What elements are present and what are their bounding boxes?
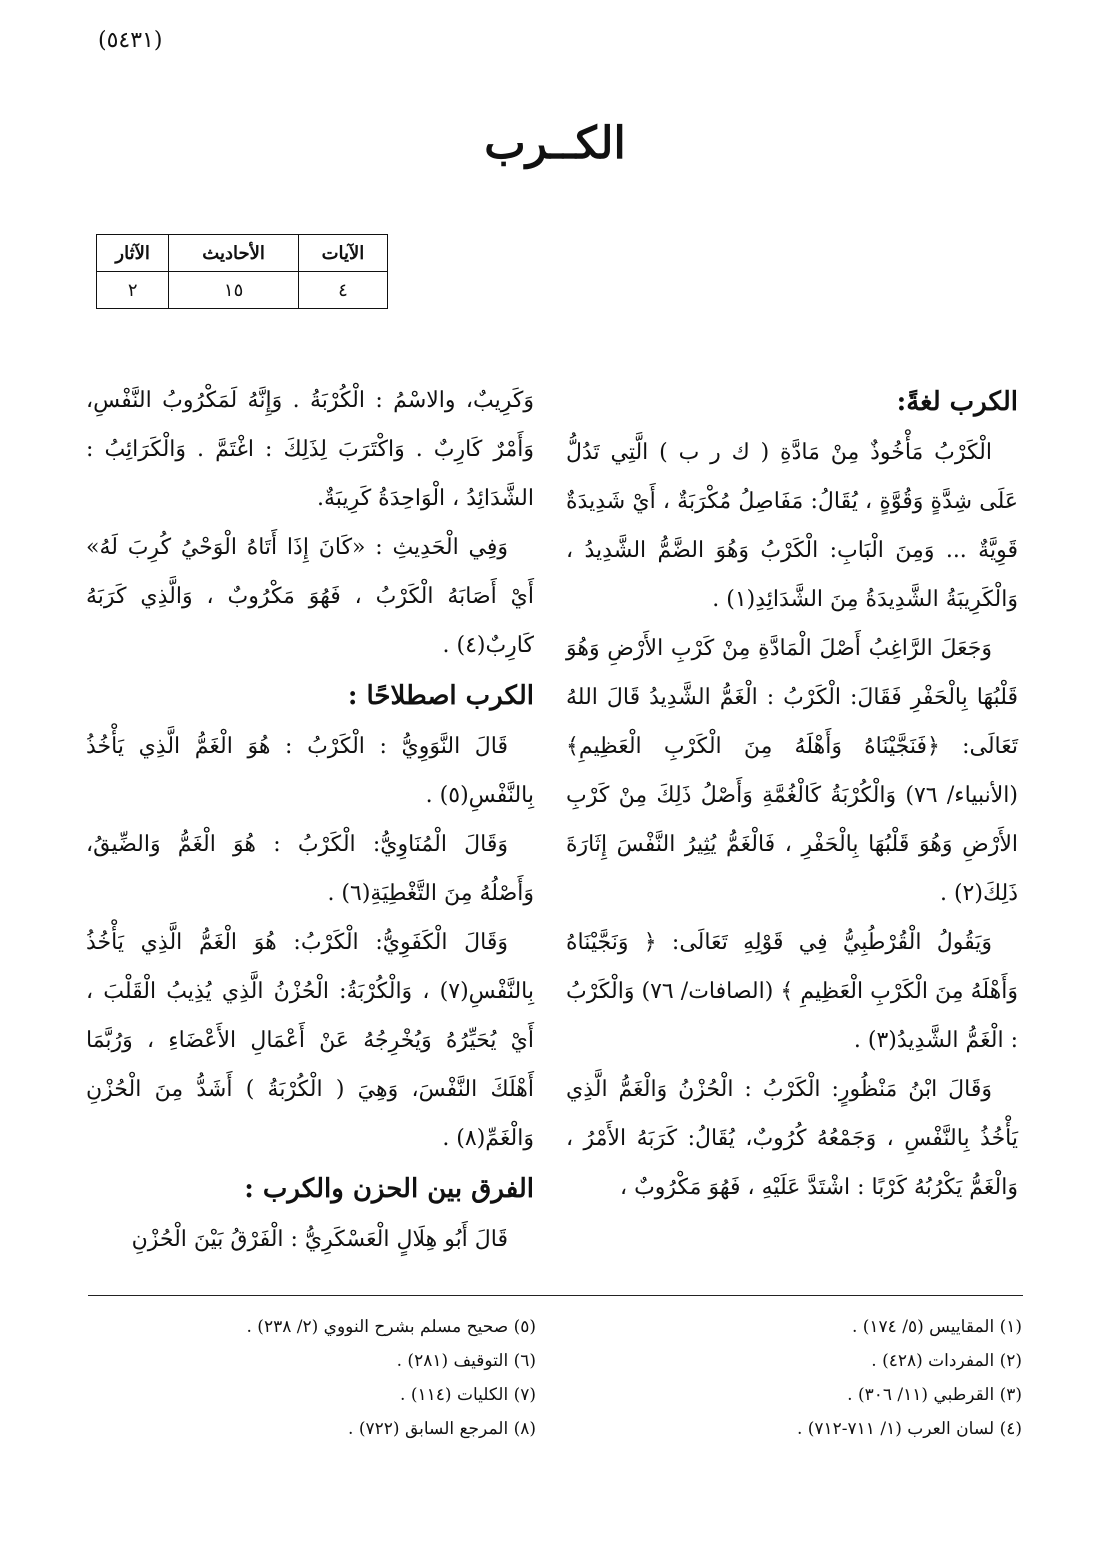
footnotes-right — [582, 1310, 1022, 1446]
footnote: (٣) القرطبي (١١/ ٣٠٦) . — [847, 1385, 1022, 1405]
footnote: (٦) التوقيف (٢٨١) . — [396, 1351, 536, 1371]
paragraph: وَفِي الْحَدِيثِ : «كَانَ إِذَا أَتَاهُ الْوَحْيُ كُرِبَ لَهُ» أَيْ أَصَابَهُ الْكَرْبُ ، فَهُوَ مَكْرُوبٌ ، وَالَّذِي كَرَبَهُ كَارِبٌ(٤) . — [86, 535, 534, 658]
paragraph: وَكَرِيبٌ، والاسْمُ : الْكُرْبَةُ . وَإِنَّهُ لَمَكْرُوبُ النَّفْسِ، وَأَمْرٌ كَارِبٌ . وَاكْتَرَبَ لِذَلِكَ : اغْتَمَّ . وَالْكَرَائِبُ : الشَّدَائِدُ ، الْوَاحِدَةُ كَرِيبَةٌ. — [86, 388, 534, 511]
stats-value-athar: ٢ — [97, 272, 169, 309]
paragraph: وَقَالَ الْكَفَوِيُّ: الْكَرْبُ: هُوَ الْغَمُّ الَّذِي يَأْخُذُ بِالنَّفْسِ(٧) ، وَالْكُرْبَةُ: الْحُزْنُ الَّذِي يُذِيبُ الْقَلْبَ ، أَيْ يُحَيِّرُهُ وَيُخْرِجُهُ عَنْ أَعْمَالِ الأَعْضَاءِ ، وَرُبَّمَا أَهْلَكَ النَّفْسَ، وَهِيَ ( الْكُرْبَةُ ) أَشَدُّ مِنَ الْحُزْنِ وَالْغَمِّ(٨) . — [86, 930, 535, 1151]
paragraph: وَيَقُولُ الْقُرْطُبِيُّ فِي قَوْلِهِ تَعَالَى: ﴿ وَنَجَّيْنَاهُ وَأَهْلَهُ مِنَ الْكَرْبِ الْعَظِيمِ ﴾ (الصافات/ ٧٦) وَالْكَرْبُ : الْغَمُّ الشَّدِيدُ(٣) . — [566, 930, 1019, 1053]
section-heading-istilah: الكرب اصطلاحًا : — [347, 681, 534, 711]
stats-header-ayat: الآيات — [298, 235, 387, 272]
footnote: (٨) المرجع السابق (٧٢٢) . — [348, 1419, 536, 1439]
paragraph: قَالَ أَبُو هِلَالٍ الْعَسْكَرِيُّ : الْفَرْقُ بَيْنَ الْحُزْنِ — [131, 1227, 508, 1252]
left-column — [86, 376, 534, 1264]
right-column — [566, 376, 1018, 1212]
footnote: (٤) لسان العرب (١/ ٧١١-٧١٢) . — [796, 1419, 1022, 1439]
page-number: (٥٤٣١) — [98, 28, 163, 53]
stats-header-row — [97, 235, 388, 272]
stats-table — [96, 234, 388, 309]
stats-header-athar: الآثار — [97, 235, 169, 272]
stats-value-ayat: ٤ — [298, 272, 387, 309]
section-heading-farq: الفرق بين الحزن والكرب : — [244, 1174, 534, 1204]
stats-value-ahadith: ١٥ — [169, 272, 299, 309]
footnote: (٧) الكليات (١١٤) . — [400, 1385, 536, 1405]
paragraph: وَجَعَلَ الرَّاغِبُ أَصْلَ الْمَادَّةِ مِنْ كَرْبِ الأَرْضِ وَهُوَ قَلْبُهَا بِالْحَفْرِ فَقَالَ: الْكَرْبُ : الْغَمُّ الشَّدِيدُ قَالَ اللهُ تَعَالَى: ﴿فَنَجَّيْنَاهُ وَأَهْلَهُ مِنَ الْكَرْبِ الْعَظِيمِ﴾ (الأنبياء/ ٧٦) وَالْكُرْبَةُ كَالْغُمَّةِ وَأَصْلُ ذَلِكَ مِنْ كَرْبِ الأَرْضِ وَهُوَ قَلْبُهَا بِالْحَفْرِ ، فَالْغَمُّ يُثِيرُ النَّفْسَ إِثَارَةَ ذَلِكَ(٢) . — [566, 636, 1018, 906]
footnotes-left — [96, 1310, 536, 1446]
footnote: (١) المقاييس (٥/ ١٧٤) . — [851, 1317, 1022, 1337]
footnote: (٢) المفردات (٤٢٨) . — [871, 1351, 1022, 1371]
paragraph: وَقَالَ الْمُنَاوِيُّ: الْكَرْبُ : هُوَ الْغَمُّ وَالضِّيقُ، وَأَصْلُهُ مِنَ التَّغْطِيَةِ(٦) . — [86, 832, 534, 906]
paragraph: الْكَرْبُ مَأْخُوذٌ مِنْ مَادَّةِ ( ك ر ب ) الَّتِي تَدُلُّ عَلَى شِدَّةٍ وَقُوَّةٍ ، يُقَالُ: مَفَاصِلُ مُكْرَبَةٌ ، أَيْ شَدِيدَةٌ قَوِيَّةٌ ... وَمِنَ الْبَابِ: الْكَرْبُ وَهُوَ الضَّمُّ الشَّدِيدُ ، وَالْكَرِيبَةُ الشَّدِيدَةُ مِنَ الشَّدَائِدِ(١) . — [566, 440, 1018, 612]
footnote: (٥) صحيح مسلم بشرح النووي (٢/ ٢٣٨) . — [246, 1317, 536, 1337]
section-heading-lugha: الكرب لغةً: — [896, 387, 1018, 417]
stats-header-ahadith: الأحاديث — [169, 235, 299, 272]
footnote-divider — [88, 1295, 1023, 1296]
paragraph: قَالَ النَّوَوِيُّ : الْكَرْبُ : هُوَ الْغَمُّ الَّذِي يَأْخُذُ بِالنَّفْسِ(٥) . — [86, 734, 534, 808]
page-title: الكــرب — [484, 118, 626, 169]
paragraph: وَقَالَ ابْنُ مَنْظُورٍ: الْكَرْبُ : الْحُزْنُ وَالْغَمُّ الَّذِي يَأْخُذُ بِالنَّفْسِ ، وَجَمْعُهُ كُرُوبٌ، يُقَالُ: كَرَبَهُ الأَمْرُ ، وَالْغَمُّ يَكْرُبُهُ كَرْبًا : اشْتَدَّ عَلَيْهِ ، فَهُوَ مَكْرُوبٌ ، — [566, 1077, 1018, 1200]
stats-value-row — [97, 272, 388, 309]
